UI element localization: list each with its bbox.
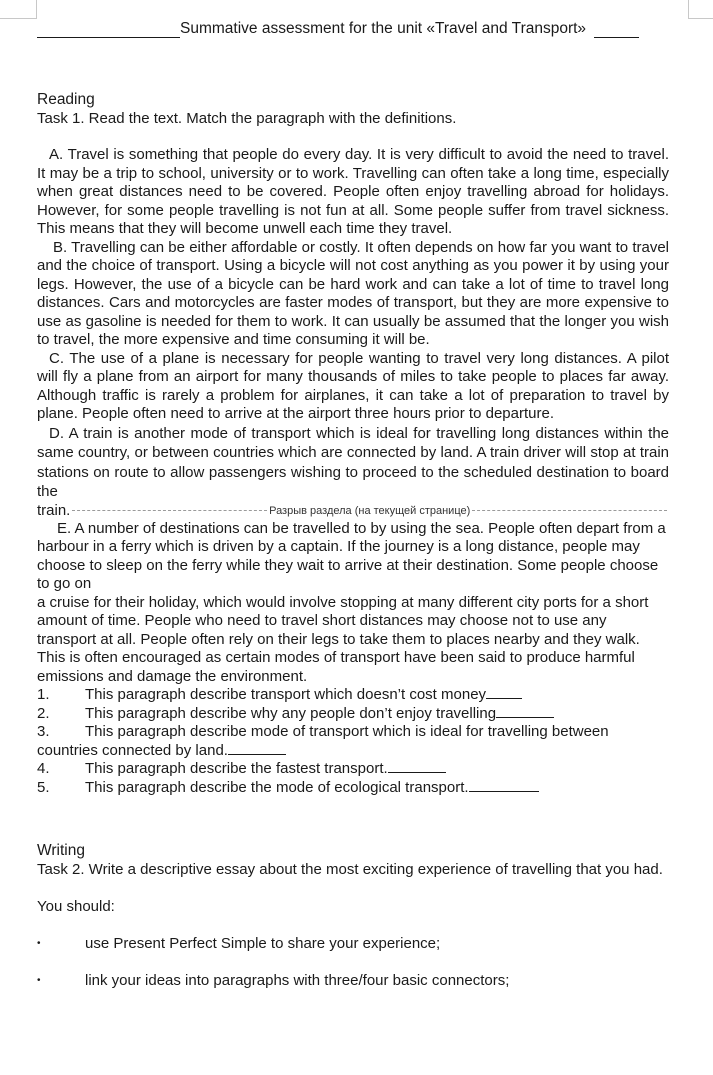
- paragraph-c-text: The use of a plane is necessary for people wanting to travel very long distances. A pilot will fly a plane from an airport for many thousands of miles to take people to places far away. Although traffic is rarely a problem for airplanes, it can take a lot of preparation to travel by plane. People often need to arrive at the airport three hours prior to departure.: [37, 349, 669, 422]
- answer-blank[interactable]: [228, 742, 286, 755]
- reading-task: Task 1. Read the text. Match the paragraph with the definitions.: [37, 110, 457, 127]
- definition-number: 5.: [37, 778, 50, 796]
- paragraph-a-letter: A.: [49, 146, 64, 163]
- section-break-dots-right: [472, 510, 667, 511]
- section-break-tail-text: train.: [37, 501, 71, 519]
- paragraph-d-text: A train is another mode of transport which is ideal for travelling long distances within the same country, or between countries which are connected by land. A train driver will stop at train stations on route to allow passengers wishing to proceed to the scheduled destination to board the: [37, 424, 669, 500]
- section-break: [37, 502, 669, 520]
- definition-text: This paragraph describe transport which doesn’t cost money: [85, 686, 487, 703]
- definition-text: This paragraph describe the mode of ecological transport.: [85, 778, 469, 796]
- definition-item: [37, 779, 669, 798]
- definition-text: This paragraph describe why any people don’t enjoy travelling: [85, 704, 497, 722]
- answer-blank[interactable]: [486, 686, 522, 699]
- paragraph-e-continued: a cruise for their holiday, which would involve stopping at many different city ports for a short amount of time. People who need to travel short distances may choose not to use any transport at all. People often rely on their legs to take them to places nearby and they walk. This is often encouraged as certain modes of transport have been said to produce harmful emissions and damage the environment.: [37, 593, 649, 685]
- definitions-list: [37, 686, 669, 797]
- requirement-text: use Present Perfect Simple to share your experience;: [85, 935, 441, 952]
- paragraph-d: [37, 424, 669, 502]
- paragraph-e-text: A number of destinations can be travelled to by using the sea. People often depart from a harbour in a ferry which is driven by a captain. If the journey is a long distance, people may choose to sleep on the ferry while they wait to arrive at their destination. Some people choose to go on: [37, 519, 666, 592]
- paragraph-c-letter: C.: [49, 349, 64, 367]
- definition-text: This paragraph describe mode of transport which is ideal for travelling between: [85, 723, 609, 740]
- paragraph-d-letter: D.: [49, 424, 64, 442]
- definition-number: 4.: [37, 760, 50, 777]
- you-should-label: You should:: [37, 898, 115, 915]
- reading-heading: Reading: [37, 91, 95, 108]
- definition-item: [37, 760, 669, 779]
- header-underline-left: [37, 21, 180, 38]
- document-header: [37, 20, 659, 38]
- requirement-item: [37, 971, 669, 990]
- definition-item: [37, 723, 669, 760]
- page-body: [37, 90, 669, 990]
- definition-item: [37, 686, 669, 705]
- answer-blank[interactable]: [469, 779, 539, 792]
- document-title: Summative assessment for the unit «Travel and Transport»: [180, 20, 587, 37]
- definition-text-continued: countries connected by land.: [37, 741, 228, 759]
- definition-number: 3.: [37, 723, 50, 740]
- requirement-item: [37, 934, 669, 953]
- definition-item: [37, 705, 669, 724]
- section-break-dots-left: [72, 510, 267, 511]
- paragraph-b-letter: B.: [53, 238, 68, 256]
- paragraph-e: [37, 520, 669, 594]
- answer-blank[interactable]: [496, 705, 554, 718]
- paragraph-a-text: Travel is something that people do every day. It is very difficult to avoid the need to travel. It may be a trip to school, university or to work. Travelling can often take a long time, especially when great distances need to be covered. People often enjoy travelling abroad for holidays. However, for some people travelling is not fun at all. Some people suffer from travel sickness. This means that they will become unwell each time they travel.: [37, 146, 669, 237]
- answer-blank[interactable]: [388, 760, 446, 773]
- definition-number: 1.: [37, 686, 50, 703]
- paragraph-c: [37, 350, 669, 424]
- requirements-list: [37, 934, 669, 990]
- definition-number: 2.: [37, 704, 50, 722]
- header-underline-right: [594, 21, 639, 38]
- paragraph-b-text: Travelling can be either affordable or costly. It often depends on how far you want to travel and the choice of transport. Using a bicycle will not cost anything as you power it by using your legs. However, the use of a bicycle can be hard work and can take a lot of time to travel long distances. Cars and motorcycles are faster modes of transport, but they are more expensive to use as gasoline is needed for them to work. It can usually be assumed that the longer you wish to travel, the more expensive and time consuming it will be.: [37, 238, 669, 348]
- bullet-icon: •: [37, 938, 41, 949]
- bullet-icon: •: [37, 975, 41, 986]
- writing-task: Task 2. Write a descriptive essay about the most exciting experience of travelling that you had.: [37, 861, 663, 878]
- section-break-label: Разрыв раздела (на текущей странице): [269, 504, 471, 517]
- requirement-text: link your ideas into paragraphs with three/four basic connectors;: [85, 972, 510, 989]
- writing-heading: Writing: [37, 842, 85, 859]
- definition-text: This paragraph describe the fastest transport.: [85, 760, 388, 777]
- paragraph-b: [37, 239, 669, 350]
- paragraph-e-letter: E.: [57, 519, 72, 537]
- page-corner-top-right: [688, 0, 713, 19]
- paragraph-a: [37, 146, 669, 239]
- page-corner-top-left: [0, 0, 37, 19]
